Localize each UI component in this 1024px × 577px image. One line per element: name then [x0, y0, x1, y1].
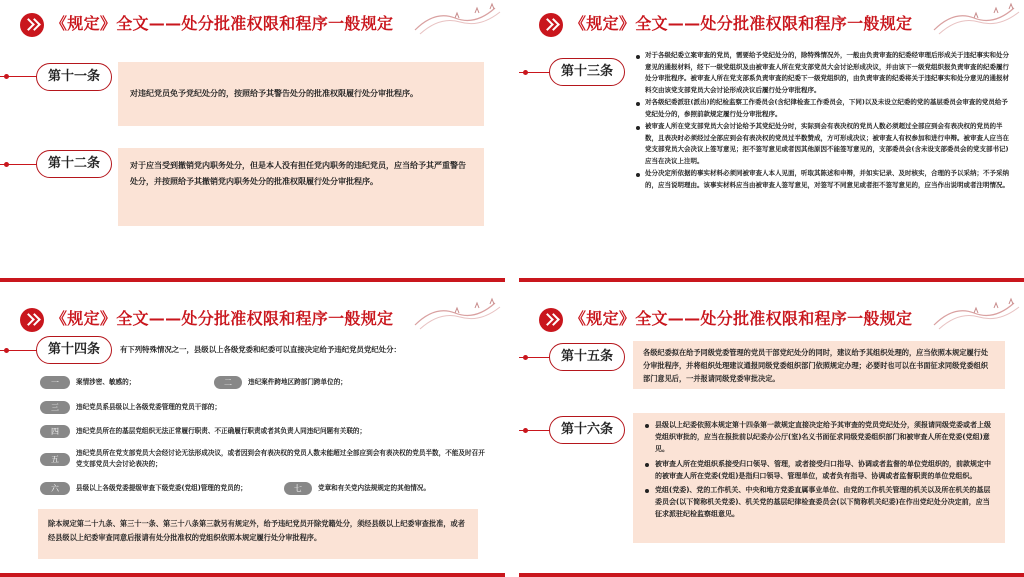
article-15-tag: 第十五条: [549, 343, 625, 371]
connector-dot: [523, 428, 528, 433]
item-number-chip: 一: [40, 376, 70, 389]
connector-dot: [523, 70, 528, 75]
slide-title: 《规定》全文——处分批准权限和程序一般规定: [570, 309, 913, 328]
slide-title: 《规定》全文——处分批准权限和程序一般规定: [51, 309, 394, 328]
article-14-item: 县级以上各级党委提级审查下级党委(党组)管理的党员的；: [76, 484, 247, 492]
connector-dot: [4, 348, 9, 353]
item-number-chip: 三: [40, 401, 70, 414]
great-wall-decoration-icon: [914, 0, 1024, 44]
article-16-paragraph: 被审查人所在党组织系接受归口领导、管理，或者接受归口指导、协调或者监督的单位党组织的，前款规定中的被审查人所在党委(党组)是指归口领导、管理单位，或者负有指导、协调或者监督职责的单位党组织。: [643, 458, 995, 482]
double-chevron-logo-icon: [20, 13, 44, 37]
article-13-paragraph: 处分决定所依据的事实材料必须同被审查人本人见面，听取其陈述和申辩，并如实记录、及时核实，合理的予以采纳；不予采纳的，应当说明理由。该事实材料应当由被审查人签写意见，对签写不同意见或者拒不签写意见的，应当作出说明或者注明情况。: [635, 168, 1013, 191]
article-15-text: 各级纪委拟在给予同级党委管理的党员干部党纪处分的同时，建议给予其组织处理的，应当依照本规定履行处分审批程序，并将组织处理建议通报同级党委组织部门依照规定办理；必要时也可以在书面征求同级党委组织部门意见后，一并报请同级党委审批决定。: [633, 341, 1005, 389]
article-14-item: 违纪案件跨地区跨部门跨单位的；: [248, 378, 347, 386]
slide-header: [519, 295, 1024, 339]
slide-title: 《规定》全文——处分批准权限和程序一般规定: [570, 14, 913, 33]
article-12-text: 对于应当受到撤销党内职务处分，但是本人没有担任党内职务的违纪党员，应当给予其严重警告处分，并按照给予其撤销党内职务处分的批准权限履行处分审批程序。: [118, 148, 484, 226]
connector-dot: [4, 162, 9, 167]
double-chevron-logo-icon: [539, 13, 563, 37]
article-14-item: 违纪党员所在的基层党组织无法正常履行职责、不正确履行职责或者其负责人同违纪问题有关联的；: [76, 427, 367, 435]
article-14-intro: 有下列特殊情况之一，县级以上各级党委和纪委可以直接决定给予违纪党员党纪处分：: [120, 345, 401, 354]
article-13-bullets: [635, 50, 1013, 192]
item-number-chip: 四: [40, 425, 70, 438]
item-number-chip: 七: [284, 482, 312, 495]
article-16-tag: 第十六条: [549, 416, 625, 444]
slide-article-13: [519, 0, 1024, 282]
article-11-text: 对违纪党员免予党纪处分的，按照给予其警告处分的批准权限履行处分审批程序。: [118, 62, 484, 126]
article-13-paragraph: 对各级纪委派驻(派出)的纪检监察工作委员会(含纪律检查工作委员会，下同)以及未设立纪委的党的基层委员会审查的党员给予党纪处分的，参照前款规定履行处分审批程序。: [635, 97, 1013, 120]
footer-bar: [0, 278, 505, 282]
article-16-paragraph: 党组(党委)、党的工作机关、中央和地方党委直属事业单位、由党的工作机关管理的机关以及所在机关的基层委员会(以下简称机关党委)、机关党的基层纪律检查委员会(以下简称机关纪委)在作出党纪处分决定前，应当征求派驻纪检监察组意见。: [643, 484, 995, 521]
article-16-box: [633, 413, 1005, 543]
slide-header: [0, 295, 505, 339]
great-wall-decoration-icon: [395, 0, 505, 44]
slide-header: [0, 0, 505, 44]
article-13-paragraph: 被审查人所在党支部党员大会讨论给予其党纪处分时，实际到会有表决权的党员人数必须超过全部应到会有表决权的党员的半数，且表决时必须经过全部应到会有表决权的党员过半数赞成，方可形成决议；被审查人有权参加和进行申辩。被审查人应当在党支部党员大会决议上签写意见；拒不签写意见或者因其他原因不能签写意见的，支部委员会(含未设支部委员会的党支部书记)应当在决议上注明。: [635, 121, 1013, 167]
article-14-tag: 第十四条: [36, 336, 112, 364]
article-14-item: 违纪党员所在党支部党员大会经讨论无法形成决议，或者因到会有表决权的党员人数未能超过全部应到会有表决权的党员半数，不能及时召开党支部党员大会讨论表决的；: [76, 449, 485, 468]
great-wall-decoration-icon: [914, 295, 1024, 339]
double-chevron-logo-icon: [539, 308, 563, 332]
slide-article-11-12: [0, 0, 505, 282]
item-number-chip: 五: [40, 453, 70, 466]
item-number-chip: 二: [214, 376, 242, 389]
slide-article-15-16: [519, 295, 1024, 577]
slide-article-14: [0, 295, 505, 577]
article-16-paragraph: 县级以上纪委依照本规定第十四条第一款规定直接决定给予其审查的党员党纪处分，须报请同级党委或者上级党组织审批的，应当在报批前以纪委办公厅(室)名义书面征求同级党委组织部门和被审查人所在党委(党组)意见。: [643, 419, 995, 456]
connector-dot: [4, 74, 9, 79]
connector-dot: [523, 355, 528, 360]
footer-bar: [519, 573, 1024, 577]
double-chevron-logo-icon: [20, 308, 44, 332]
footer-bar: [519, 278, 1024, 282]
article-13-tag: 第十三条: [549, 58, 625, 86]
article-13-paragraph: 对于各级纪委立案审查的党员，需要给予党纪处分的，除特殊情况外，一般由负责审查的纪委经审理后形成关于违纪事实和处分意见的通报材料，经下一级党组织及由被审查人所在党支部党员大会讨论形成决议，并由该下一级党组织报负责审查的纪委履行处分审批程序。被审查人所在党支部系负责审查的纪委下一级党组织的，由负责审查的纪委将关于违纪事实和处分意见的通报材料交由该党支部党员大会讨论形成决议后履行处分审批程序。: [635, 50, 1013, 96]
article-14-item: 违纪党员系县级以上各级党委管理的党员干部的；: [76, 403, 222, 411]
article-12-tag: 第十二条: [36, 150, 112, 178]
article-14-item: 党章和有关党内法规规定的其他情况。: [318, 484, 431, 492]
slide-title: 《规定》全文——处分批准权限和程序一般规定: [51, 14, 394, 33]
great-wall-decoration-icon: [395, 295, 505, 339]
slide-header: [519, 0, 1024, 44]
item-number-chip: 六: [40, 482, 70, 495]
article-14-item: 案情涉密、敏感的；: [76, 378, 136, 386]
footer-bar: [0, 573, 505, 577]
article-11-tag: 第十一条: [36, 63, 112, 91]
article-14-note: 除本规定第二十九条、第三十一条、第三十八条第三款另有规定外，给予违纪党员开除党籍处分，须经县级以上纪委审查批准，或者经县级以上纪委审查同意后报请有处分批准权的党组织依照本规定履行处分审批程序。: [38, 509, 478, 559]
